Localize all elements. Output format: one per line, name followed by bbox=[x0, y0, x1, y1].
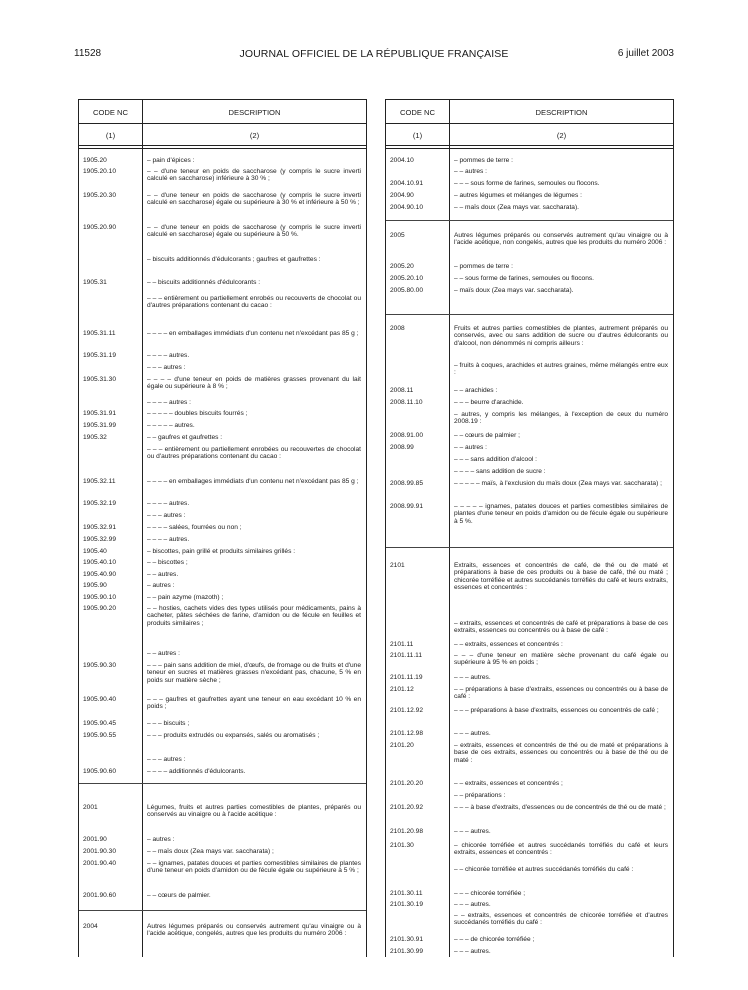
nc-code: 1905.40.90 bbox=[83, 571, 117, 578]
nc-code: 1905.31.30 bbox=[83, 376, 117, 383]
nc-code: 2008.11.10 bbox=[390, 399, 423, 406]
nc-code: 2101.30.19 bbox=[390, 901, 424, 908]
nc-description: – – ignames, patates douces et parties comestibles similaires de plantes d'une teneur en poids d'amidon ou de fécule égale ou supérieure à 5 % ; bbox=[147, 860, 361, 875]
nc-code: 2101.12.92 bbox=[390, 707, 424, 714]
section-separator bbox=[79, 910, 366, 911]
section-separator bbox=[386, 220, 673, 221]
nc-description: – – – – additionnés d'édulcorants. bbox=[147, 768, 246, 775]
nc-code: 2005.80.00 bbox=[390, 287, 424, 294]
nc-description: – extraits, essences et concentrés de café et préparations à base de ces extraits, essences ou concentrés ou à base de café : bbox=[454, 620, 668, 635]
nc-description: – – – – – doubles biscuits fourrés ; bbox=[147, 410, 248, 417]
nc-description: Extraits, essences et concentrés de café, de thé ou de maté et préparations à base de ces produits ou à base de café, thé ou maté ; chicorée torréfiée et autres succédanés torréfiés du café et leurs extraits, essences et concentrés : bbox=[454, 562, 668, 591]
nc-code: 2101.20 bbox=[390, 742, 414, 749]
nc-description: – – – autres : bbox=[147, 364, 186, 371]
nc-code: 2101.30.11 bbox=[390, 890, 423, 897]
nc-code: 1905.40.10 bbox=[83, 559, 117, 566]
col-code-number: (1) bbox=[105, 130, 116, 140]
nc-description: – – – – autres. bbox=[147, 536, 190, 543]
nc-code: 1905.20.90 bbox=[83, 224, 117, 231]
nc-code: 2004 bbox=[83, 923, 98, 930]
nc-code: 1905.31.99 bbox=[83, 422, 117, 429]
nc-code: 2004.10 bbox=[390, 157, 414, 164]
nc-description: – – d'une teneur en poids de saccharose (y compris le sucre inverti calculé en saccharose) égale ou supérieure à 30 % et inférieure à 50 % ; bbox=[147, 192, 361, 207]
nc-description: – – extraits, essences et concentrés ; bbox=[454, 780, 563, 787]
nc-code: 2101.11.19 bbox=[390, 674, 423, 681]
nc-code: 2101.30.99 bbox=[390, 948, 424, 955]
nc-code: 2001 bbox=[83, 804, 98, 811]
nc-description: – – – – – ignames, patates douces et parties comestibles similaires de plantes d'une teneur en poids d'amidon ou de fécule égale ou supérieure à 5 %. bbox=[454, 503, 668, 525]
table-header-row bbox=[386, 99, 673, 124]
nc-code: 2101.12 bbox=[390, 686, 414, 693]
nc-code: 1905.90.20 bbox=[83, 605, 117, 612]
nc-code: 2101.12.98 bbox=[390, 730, 424, 737]
nc-code: 1905.20.10 bbox=[83, 168, 117, 175]
nc-code: 1905.32 bbox=[83, 434, 107, 441]
nc-code: 2101.30 bbox=[390, 842, 414, 849]
section-separator bbox=[386, 314, 673, 315]
col-description-header: DESCRIPTION bbox=[228, 107, 281, 117]
nc-description: – – autres : bbox=[454, 444, 487, 451]
nc-code: 1905.32.91 bbox=[83, 524, 117, 531]
col-description-header: DESCRIPTION bbox=[535, 107, 588, 117]
nc-description: – – – – – maïs, à l'exclusion du maïs doux (Zea mays var. saccharata) ; bbox=[454, 480, 662, 487]
nc-code: 2001.90.30 bbox=[83, 848, 117, 855]
section-separator bbox=[79, 783, 366, 784]
nc-code: 2005.20.10 bbox=[390, 275, 424, 282]
nc-code: 2001.90 bbox=[83, 836, 107, 843]
nc-description: – – – autres. bbox=[454, 828, 491, 835]
nc-code: 2001.90.60 bbox=[83, 892, 117, 899]
nc-description: Autres légumes préparés ou conservés autrement qu'au vinaigre ou à l'acide acétique, non congelés, autres que les produits du numéro 2006 : bbox=[454, 232, 668, 247]
nc-description: – – préparations : bbox=[454, 792, 506, 799]
nc-description: – – hosties, cachets vides des types utilisés pour médicaments, pains à cacheter, pâtes séchées de farine, d'amidon ou de fécule en feuilles et produits similaires ; bbox=[147, 605, 361, 627]
nc-code: 1905.31.19 bbox=[83, 352, 117, 359]
nc-description: – biscottes, pain grillé et produits similaires grillés : bbox=[147, 548, 296, 555]
table-header-row bbox=[79, 99, 366, 124]
nc-description: – – – autres. bbox=[454, 674, 491, 681]
nc-description: – – – – d'une teneur en poids de matières grasses provenant du lait égale ou supérieure à 8 % ; bbox=[147, 376, 361, 391]
nc-description: – fruits à coques, arachides et autres graines, même mélangés entre eux : bbox=[454, 362, 668, 377]
nc-code: 2008.99.85 bbox=[390, 480, 424, 487]
nc-code: 1905.90.30 bbox=[83, 662, 117, 669]
col-code-number: (1) bbox=[412, 130, 423, 140]
nc-description: – – – biscuits ; bbox=[147, 720, 190, 727]
nc-description: – biscuits additionnés d'édulcorants ; gaufres et gaufrettes : bbox=[147, 256, 321, 263]
nc-code: 1905.32.99 bbox=[83, 536, 117, 543]
page-header bbox=[74, 48, 674, 62]
nc-description: – – – gaufres et gaufrettes ayant une teneur en eau excédant 10 % en poids ; bbox=[147, 696, 361, 711]
nc-description: – – autres : bbox=[454, 168, 487, 175]
nc-description: – – – – en emballages immédiats d'un contenu net n'excédant pas 85 g ; bbox=[147, 478, 359, 485]
nc-code: 2101.20.92 bbox=[390, 804, 424, 811]
nc-description: – – – – – autres. bbox=[147, 422, 195, 429]
nc-code: 2008.91.00 bbox=[390, 432, 424, 439]
nc-description: – – – – sans addition de sucre : bbox=[454, 468, 546, 475]
nc-description: – – autres : bbox=[147, 650, 180, 657]
table-number-row bbox=[386, 123, 673, 146]
nc-description: – – – autres : bbox=[147, 756, 186, 763]
nc-description: – autres : bbox=[147, 836, 175, 843]
nc-code: 1905.90.55 bbox=[83, 732, 117, 739]
nc-description: – – maïs doux (Zea mays var. saccharata) ; bbox=[147, 848, 274, 855]
nc-description: – – biscuits additionnés d'édulcorants : bbox=[147, 279, 261, 286]
nc-description: – – – produits extrudés ou expansés, salés ou aromatisés ; bbox=[147, 732, 320, 739]
nc-description: – chicorée torréfiée et autres succédanés torréfiés du café et leurs extraits, essences et concentrés : bbox=[454, 842, 668, 857]
publication-date: 6 juillet 2003 bbox=[617, 48, 674, 59]
nc-description: – – biscottes ; bbox=[147, 559, 188, 566]
nc-description: – – – préparations à base d'extraits, essences ou concentrés de café ; bbox=[454, 707, 659, 714]
nc-code: 2008.99 bbox=[390, 444, 414, 451]
nc-description: – – cœurs de palmier ; bbox=[454, 432, 520, 439]
nc-code: 1905.31.91 bbox=[83, 410, 117, 417]
nc-description: – – – à base d'extraits, d'essences ou de concentrés de thé ou de maté ; bbox=[454, 804, 666, 811]
nc-code: 1905.90.45 bbox=[83, 720, 117, 727]
nc-description: – – gaufres et gaufrettes : bbox=[147, 434, 223, 441]
nc-description: – autres, y compris les mélanges, à l'exception de ceux du numéro 2008.19 : bbox=[454, 411, 668, 426]
col-description-number: (2) bbox=[249, 130, 260, 140]
nc-description: – – – beurre d'arachide. bbox=[454, 399, 524, 406]
nc-description: – – – – autres. bbox=[147, 500, 190, 507]
nc-code: 2101.30.91 bbox=[390, 936, 424, 943]
nc-code: 2004.90 bbox=[390, 192, 414, 199]
journal-title: JOURNAL OFFICIEL DE LA RÉPUBLIQUE FRANÇAISE bbox=[239, 48, 509, 60]
nc-description: Autres légumes préparés ou conservés autrement qu'au vinaigre ou à l'acide acétique, congelés, autres que les produits du numéro 2006 : bbox=[147, 923, 361, 938]
col-description-number: (2) bbox=[556, 130, 567, 140]
nc-description: – – – d'une teneur en matière sèche provenant du café égale ou supérieure à 95 % en poids ; bbox=[454, 652, 668, 667]
nc-description: – pommes de terre : bbox=[454, 263, 514, 270]
nc-code: 2004.10.91 bbox=[390, 180, 424, 187]
nc-code: 1905.90.40 bbox=[83, 696, 117, 703]
nc-code: 1905.90.60 bbox=[83, 768, 117, 775]
nc-description: – – – – salées, fourrées ou non ; bbox=[147, 524, 242, 531]
nc-description: – autres : bbox=[147, 582, 175, 589]
section-separator bbox=[386, 547, 673, 548]
nc-code: 1905.40 bbox=[83, 548, 107, 555]
nc-description: – extraits, essences et concentrés de thé ou de maté et préparations à base de ces extraits, essences ou concentrés ou à base de thé ou de maté : bbox=[454, 742, 668, 764]
nc-description: – – arachides : bbox=[454, 387, 498, 394]
nc-code: 2101.11.11 bbox=[390, 652, 423, 659]
nc-description: – – préparations à base d'extraits, essences ou concentrés ou à base de café : bbox=[454, 686, 668, 701]
nc-description: – – – autres. bbox=[454, 948, 491, 955]
nc-description: – – – pain sans addition de miel, d'œufs, de fromage ou de fruits et d'une teneur en sucres et matières grasses n'excédant pas, chacune, 5 % en poids sur matière sèche ; bbox=[147, 662, 361, 684]
nc-description: – – – autres. bbox=[454, 901, 491, 908]
nc-description: – – – chicorée torréfiée ; bbox=[454, 890, 526, 897]
nc-description: – – – sans addition d'alcool : bbox=[454, 456, 538, 463]
nc-description: – maïs doux (Zea mays var. saccharata). bbox=[454, 287, 574, 294]
nc-code: 2005 bbox=[390, 232, 405, 239]
nc-description: – – pain azyme (mazoth) ; bbox=[147, 594, 224, 601]
nc-code: 2101.20.98 bbox=[390, 828, 424, 835]
nc-code: 1905.31 bbox=[83, 279, 107, 286]
nc-description: – – cœurs de palmier. bbox=[147, 892, 211, 899]
nc-description: – pommes de terre : bbox=[454, 157, 514, 164]
nc-description: – – autres. bbox=[147, 571, 179, 578]
nc-code: 1905.20 bbox=[83, 157, 107, 164]
col-code-header: CODE NC bbox=[92, 107, 129, 117]
nc-description: – pain d'épices : bbox=[147, 157, 195, 164]
nc-description: – – – entièrement ou partiellement enrobés ou recouverts de chocolat ou d'autres préparations contenant du cacao : bbox=[147, 295, 361, 310]
nc-description: – – – de chicorée torréfiée ; bbox=[454, 936, 535, 943]
nc-code: 1905.90 bbox=[83, 582, 107, 589]
nc-code: 1905.90.10 bbox=[83, 594, 117, 601]
nc-description: – – – autres. bbox=[454, 730, 491, 737]
nc-code: 1905.32.11 bbox=[83, 478, 116, 485]
nc-description: – – d'une teneur en poids de saccharose (y compris le sucre inverti calculé en saccharose) égale ou supérieure à 50 %. bbox=[147, 224, 361, 239]
nc-code: 1905.32.19 bbox=[83, 500, 117, 507]
nc-description: – – – – autres. bbox=[147, 352, 190, 359]
nc-description: – – extraits, essences et concentrés de chicorée torréfiée et d'autres succédanés torréfiés du café : bbox=[454, 912, 668, 927]
nc-description: – – extraits, essences et concentrés : bbox=[454, 641, 563, 648]
nc-code: 2101.20.20 bbox=[390, 780, 424, 787]
nc-description: – – d'une teneur en poids de saccharose (y compris le sucre inverti calculé en saccharose) inférieure à 30 % ; bbox=[147, 168, 361, 183]
nc-description: – – – sous forme de farines, semoules ou flocons. bbox=[454, 180, 600, 187]
nc-description: Légumes, fruits et autres parties comestibles de plantes, préparés ou conservés au vinaigre ou à l'acide acétique : bbox=[147, 804, 361, 819]
col-code-header: CODE NC bbox=[399, 107, 436, 117]
nc-code: 2101 bbox=[390, 562, 405, 569]
nc-code: 2001.90.40 bbox=[83, 860, 117, 867]
nc-code: 2008.99.91 bbox=[390, 503, 424, 510]
nc-description: – – – – en emballages immédiats d'un contenu net n'excédant pas 85 g ; bbox=[147, 330, 359, 337]
nc-description: – – chicorée torréfiée et autres succédanés torréfiés du café : bbox=[454, 866, 634, 873]
right-table bbox=[385, 99, 674, 957]
nc-description: – – – autres : bbox=[147, 512, 186, 519]
nc-description: – – – entièrement ou partiellement enrobées ou recouvertes de chocolat ou d'autres préparations contenant du cacao : bbox=[147, 446, 361, 461]
nc-description: – autres légumes et mélanges de légumes : bbox=[454, 192, 582, 199]
table-number-row bbox=[79, 123, 366, 146]
nc-description: Fruits et autres parties comestibles de plantes, autrement préparés ou conservés, avec ou sans addition de sucre ou d'autres édulcorants ou d'alcool, non dénommés ni compris ailleurs : bbox=[454, 325, 668, 347]
page-number: 11528 bbox=[74, 48, 102, 59]
nc-code: 1905.31.11 bbox=[83, 330, 116, 337]
nc-code: 2101.11 bbox=[390, 641, 414, 648]
nc-code: 2008 bbox=[390, 325, 405, 332]
nc-description: – – maïs doux (Zea mays var. saccharata). bbox=[454, 204, 579, 211]
nc-code: 1905.20.30 bbox=[83, 192, 117, 199]
nc-description: – – – – autres : bbox=[147, 399, 191, 406]
nc-code: 2005.20 bbox=[390, 263, 414, 270]
nc-description: – – sous forme de farines, semoules ou flocons. bbox=[454, 275, 595, 282]
nc-code: 2004.90.10 bbox=[390, 204, 424, 211]
nc-code: 2008.11 bbox=[390, 387, 414, 394]
left-table bbox=[78, 99, 367, 957]
